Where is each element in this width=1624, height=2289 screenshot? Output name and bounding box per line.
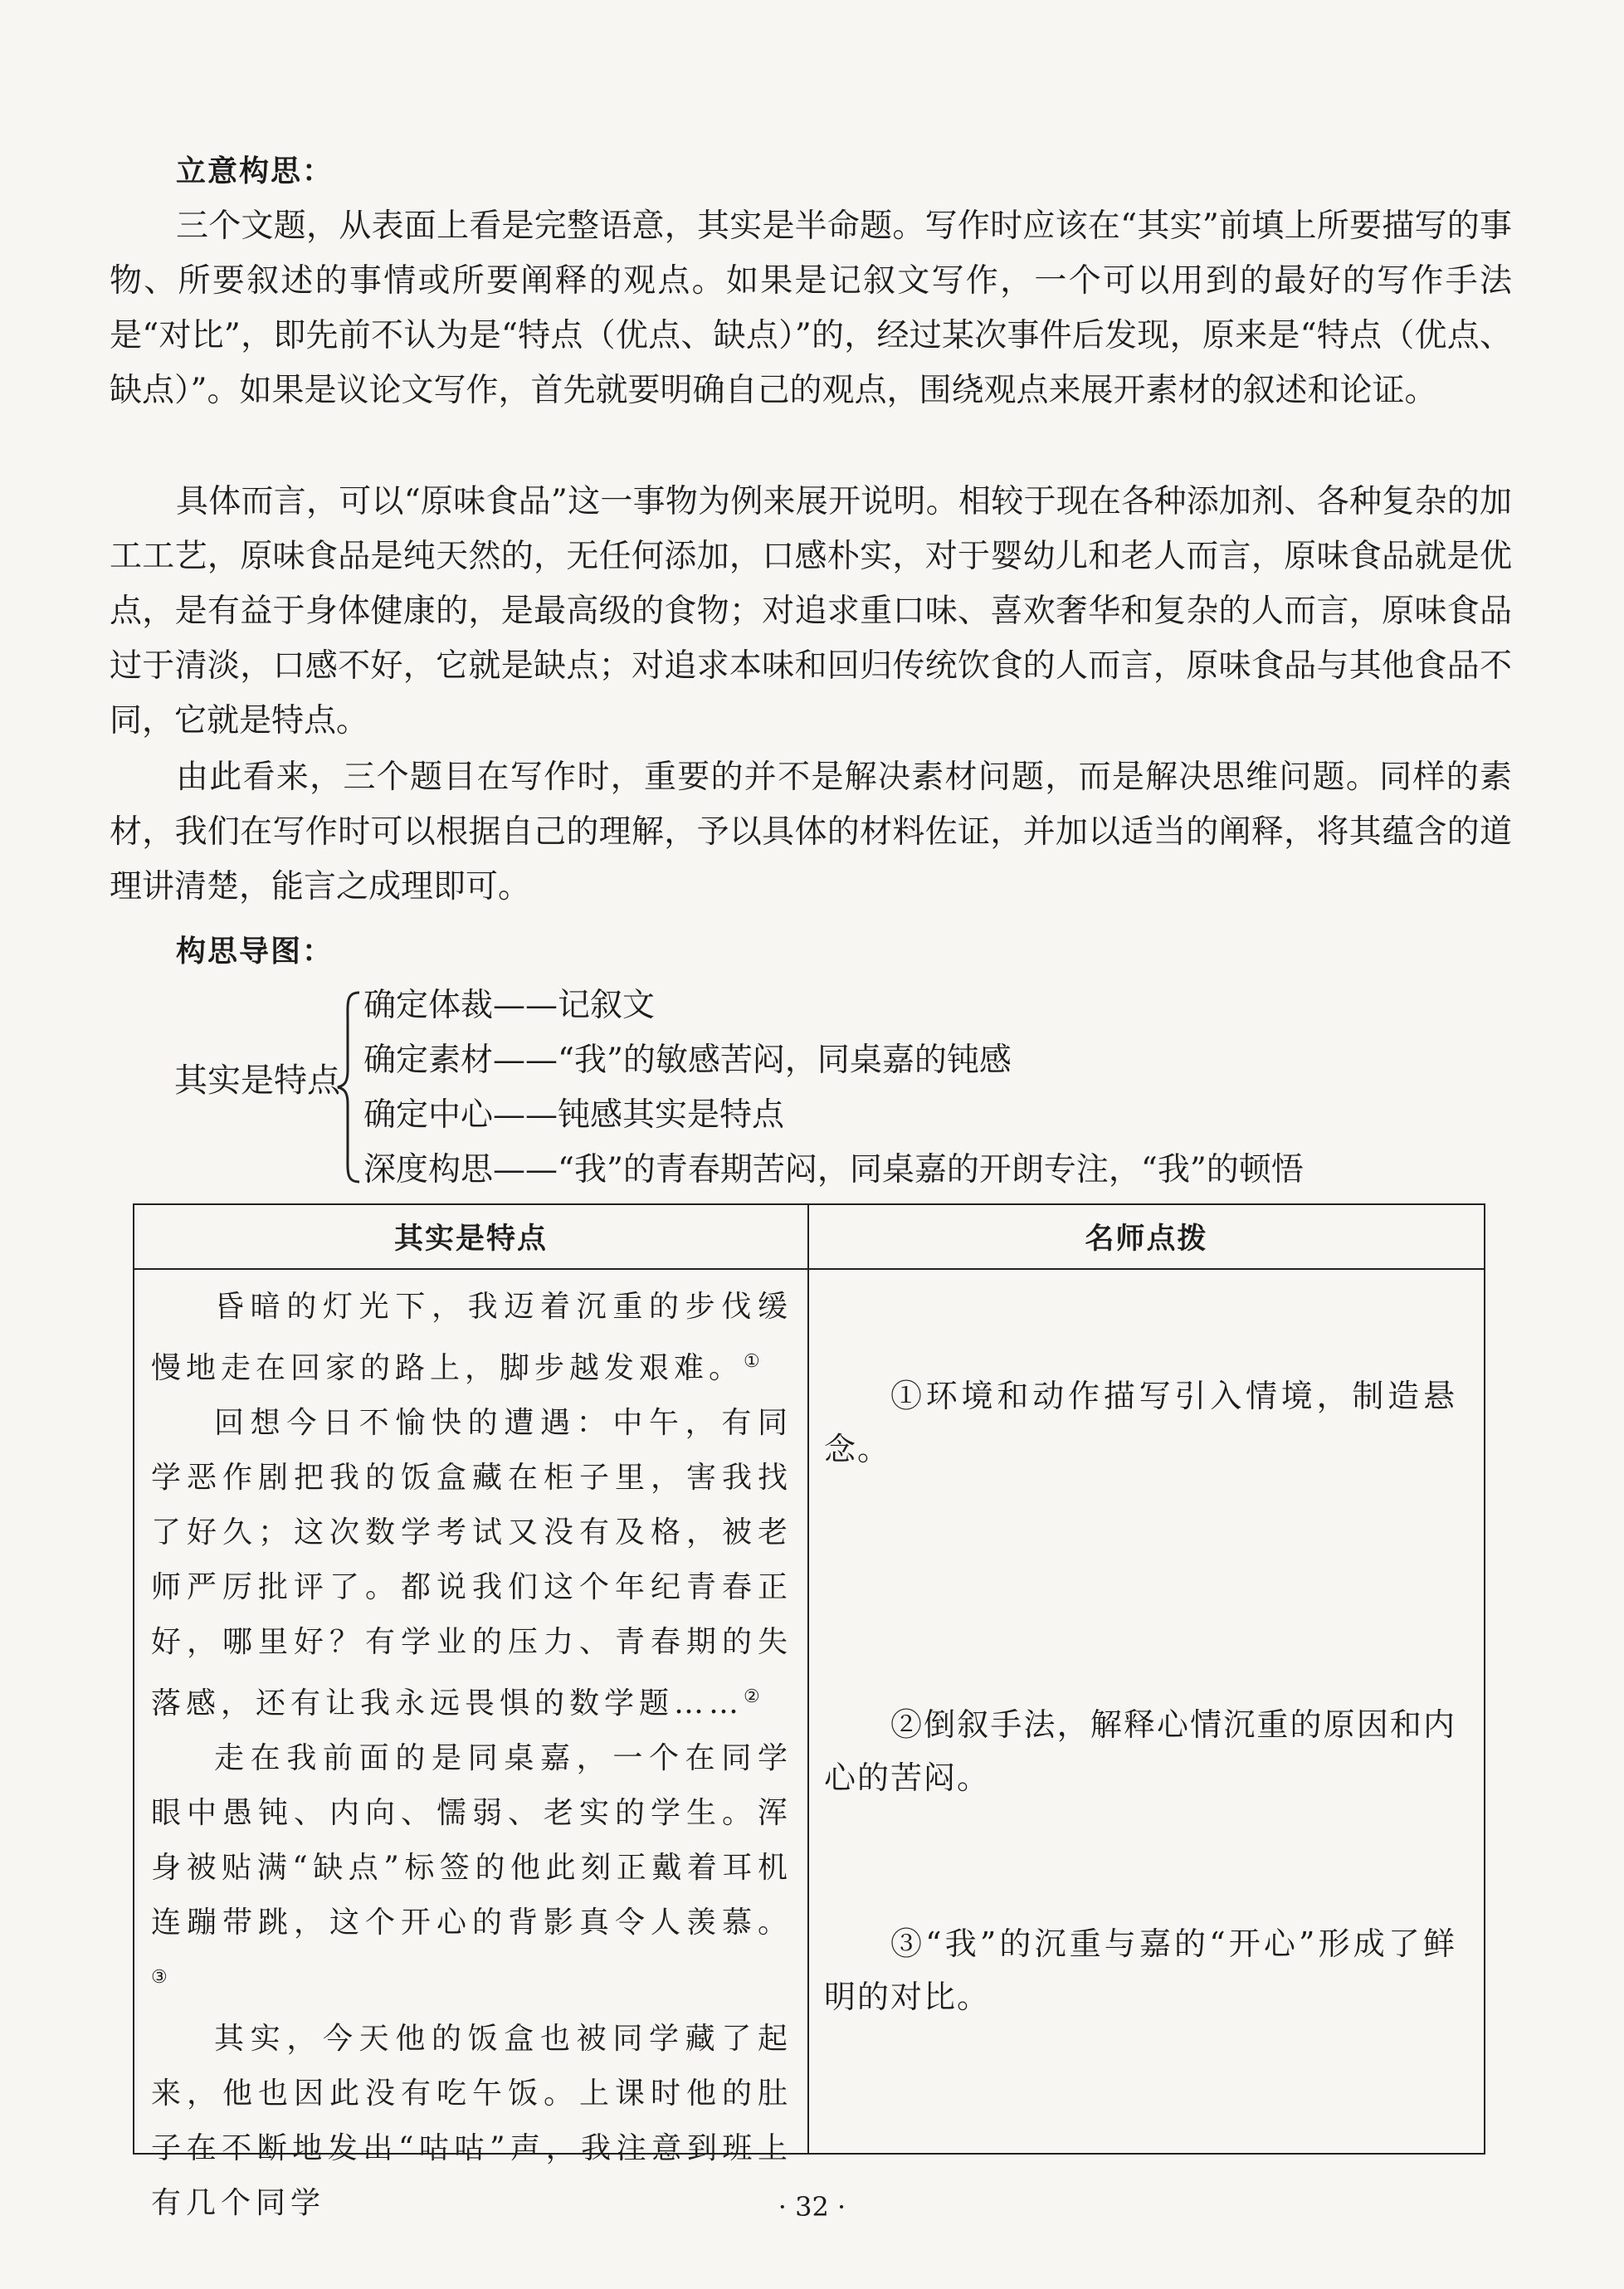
brace-icon [336, 989, 364, 1185]
annotation-mark: ③ [151, 1967, 168, 1988]
section-heading-concept: 立意构思： [176, 154, 334, 188]
comment-1: ①环境和动作描写引入情境，制造悬念。 [824, 1378, 1456, 1467]
section-heading-mindmap: 构思导图： [176, 935, 334, 969]
mind-map-branch: 确定中心——钝感其实是特点 [363, 1096, 785, 1134]
mind-map-root: 其实是特点 [174, 1062, 340, 1100]
comments-cell [808, 1269, 1485, 2154]
essay-paragraph: 其实，今天他的饭盒也被同学藏了起来，他也因此没有吃午饭。上课时他的肚子在不断地发出“咕咕”声，我注意到班上有几个同学 [151, 2022, 792, 2220]
mind-map-branch: 深度构思——“我”的青春期苦闷，同桌嘉的开朗专注，“我”的顿悟 [363, 1151, 1304, 1188]
essay-paragraph: 回想今日不愉快的遭遇：中午，有同学恶作剧把我的饭盒藏在柜子里，害我找了好久；这次数学考试又没有及格，被老师严厉批评了。都说我们这个年纪青春正好，哪里好？有学业的压力、青春期的失落感，还有让我永远畏惧的数学题……② [151, 1406, 792, 1720]
mind-map-branch: 确定体裁——记叙文 [363, 987, 656, 1024]
paragraph-1: 三个文题，从表面上看是完整语意，其实是半命题。写作时应该在“其实”前填上所要描写的事物、所要叙述的事情或所要阐释的观点。如果是记叙文写作，一个可以用到的最好的写作手法是“对比”，即先前不认为是“特点（优点、缺点）”的，经过某次事件后发现，原来是“特点（优点、缺点）”。如果是议论文写作，首先就要明确自己的观点，围绕观点来展开素材的叙述和论证。 [110, 207, 1512, 409]
column-header-essay: 其实是特点 [134, 1204, 808, 1269]
essay-text [134, 1270, 807, 2220]
annotation-mark: ② [744, 1686, 760, 1707]
mind-map-branch: 确定素材——“我”的敏感苦闷，同桌嘉的钝感 [363, 1042, 1012, 1079]
annotation-mark: ① [744, 1351, 760, 1372]
essay-paragraph: 昏暗的灯光下，我迈着沉重的步伐缓慢地走在回家的路上，脚步越发艰难。① [151, 1290, 792, 1385]
mind-map [0, 979, 1624, 1195]
page-number: · 32 · [778, 2191, 846, 2223]
paragraph-3: 由此看来，三个题目在写作时，重要的并不是解决素材问题，而是解决思维问题。同样的素材，我们在写作时可以根据自己的理解，予以具体的材料佐证，并加以适当的阐释，将其蕴含的道理讲清楚，能言之成理即可。 [110, 759, 1512, 905]
column-header-comments: 名师点拨 [808, 1204, 1485, 1269]
essay-paragraph: 走在我前面的是同桌嘉，一个在同学眼中愚钝、内向、懦弱、老实的学生。浑身被贴满“缺点”标签的他此刻正戴着耳机连蹦带跳，这个开心的背影真令人羡慕。③ [151, 1741, 792, 1988]
essay-cell [134, 1269, 808, 2220]
comment-3: ③“我”的沉重与嘉的“开心”形成了鲜明的对比。 [824, 1925, 1456, 2015]
comment-2: ②倒叙手法，解释心情沉重的原因和内心的苦闷。 [824, 1706, 1456, 1796]
paragraph-2: 具体而言，可以“原味食品”这一事物为例来展开说明。相较于现在各种添加剂、各种复杂的加工工艺，原味食品是纯天然的，无任何添加，口感朴实，对于婴幼儿和老人而言，原味食品就是优点，是有益于身体健康的，是最高级的食物；对追求重口味、喜欢奢华和复杂的人而言，原味食品过于清淡，口感不好，它就是缺点；对追求本味和回归传统饮食的人而言，原味食品与其他食品不同，它就是特点。 [110, 483, 1512, 739]
